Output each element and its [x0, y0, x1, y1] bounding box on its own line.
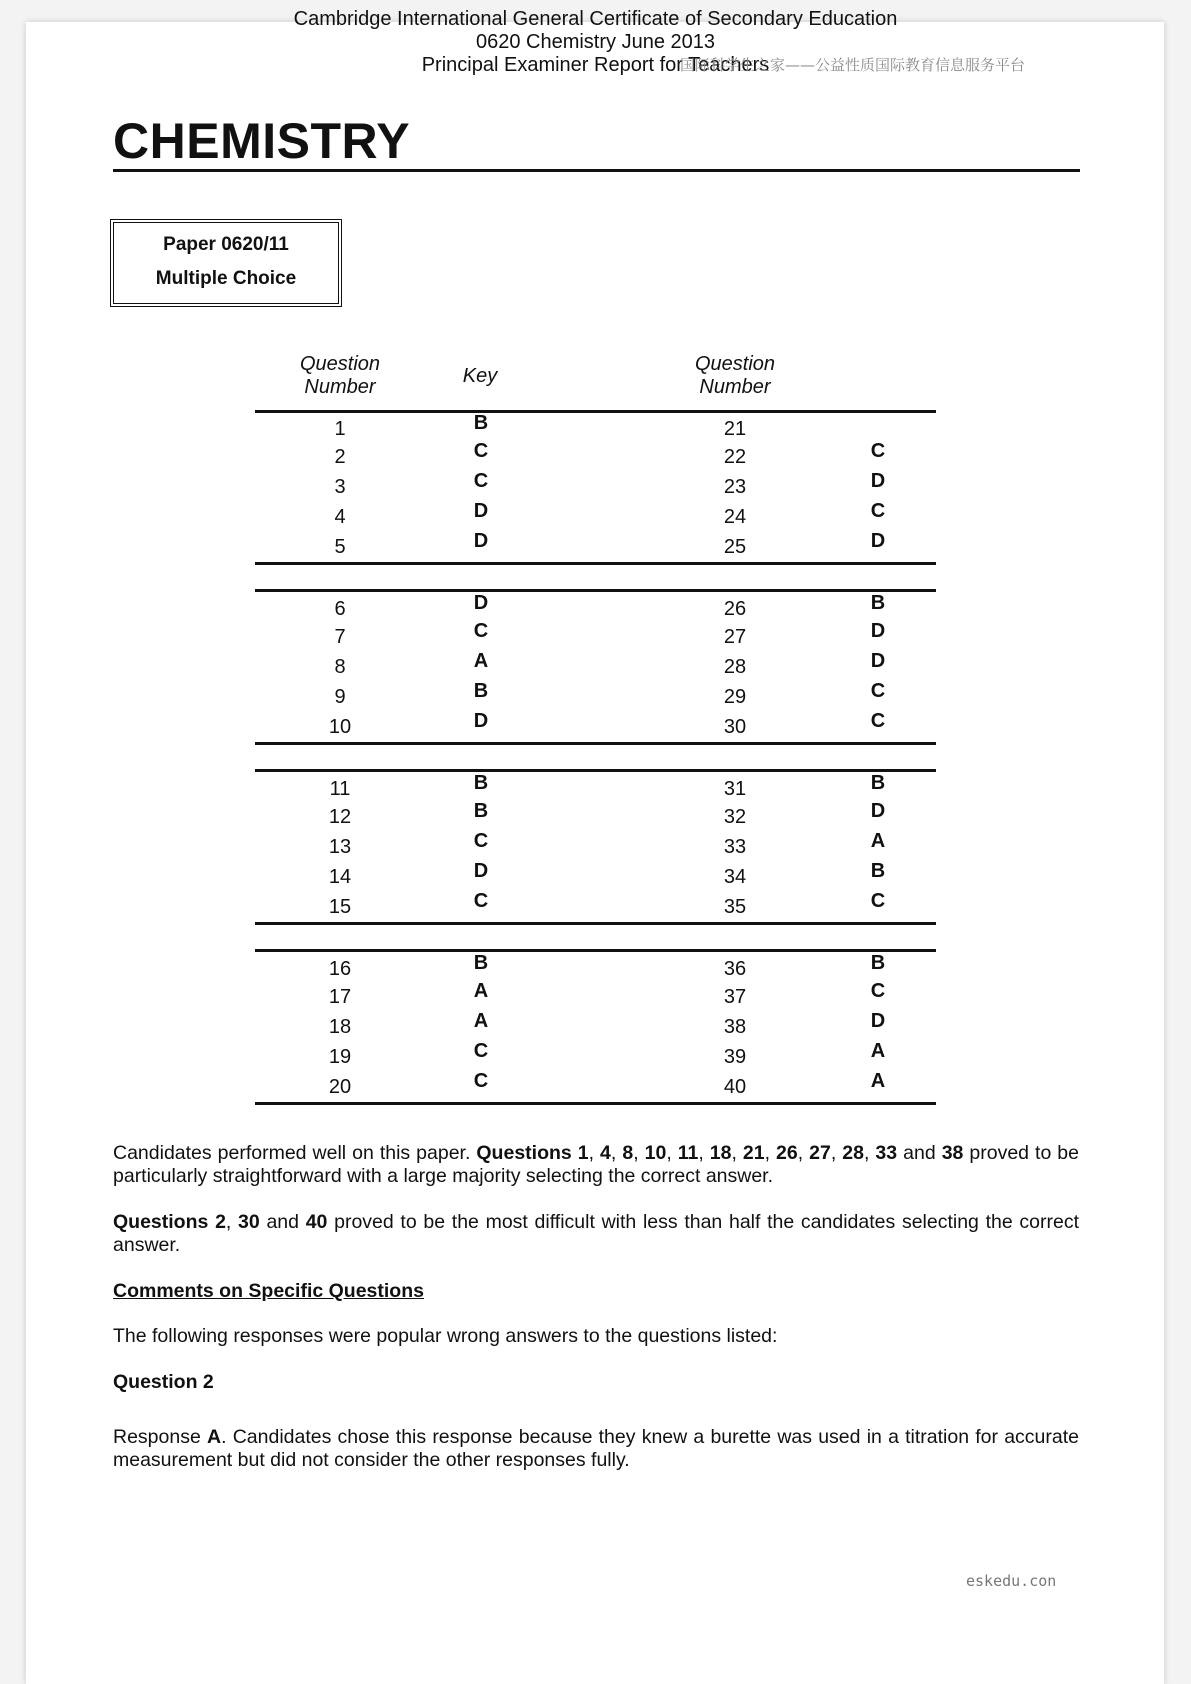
- answer-key-cell: D: [473, 530, 489, 552]
- question-number-cell: 8: [334, 656, 346, 678]
- answer-key-cell: B: [473, 412, 489, 434]
- question-number-cell: 31: [723, 778, 747, 800]
- question-number-cell: 35: [723, 896, 747, 918]
- answer-key-cell: B: [870, 952, 886, 974]
- question-ref: 28: [842, 1142, 864, 1164]
- question-number-cell: 40: [723, 1076, 747, 1098]
- question-ref: 4: [600, 1142, 611, 1164]
- table-rule: [255, 589, 936, 592]
- question-number-cell: 16: [328, 958, 352, 980]
- answer-key-cell: D: [870, 650, 886, 672]
- answer-key-cell: D: [870, 470, 886, 492]
- answer-key-cell: C: [473, 890, 489, 912]
- answer-key-cell: A: [473, 650, 489, 672]
- question-number-cell: 13: [328, 836, 352, 858]
- answer-key-cell: D: [473, 592, 489, 614]
- answer-key-cell: B: [870, 772, 886, 794]
- question-ref: 26: [776, 1142, 798, 1164]
- paragraph-wrong-answers: The following responses were popular wrong answers to the questions listed:: [113, 1325, 778, 1347]
- question-number-cell: 26: [723, 598, 747, 620]
- question-number-cell: 4: [334, 506, 346, 528]
- column-header: Question Number: [694, 353, 776, 398]
- title-rule: [113, 169, 1080, 172]
- answer-key-cell: C: [473, 620, 489, 642]
- question-ref: 2: [215, 1211, 226, 1233]
- answer-key-cell: C: [870, 680, 886, 702]
- header-line-3: Principal Examiner Report for Teachers: [421, 54, 770, 76]
- question-number-cell: 33: [723, 836, 747, 858]
- question-ref: 30: [238, 1211, 260, 1233]
- question-number-cell: 19: [328, 1046, 352, 1068]
- table-rule: [255, 922, 936, 925]
- question-number-cell: 10: [328, 716, 352, 738]
- table-rule: [255, 742, 936, 745]
- question-number-cell: 7: [334, 626, 346, 648]
- p2-questions-word: Questions: [113, 1211, 209, 1233]
- answer-key-cell: D: [870, 620, 886, 642]
- question-number-cell: 27: [723, 626, 747, 648]
- p1-question-list: 1, 4, 8, 10, 11, 18, 21, 26, 27, 28, 33: [577, 1142, 898, 1164]
- p2-last-question: 40: [305, 1211, 328, 1233]
- question-2-heading: Question 2: [113, 1371, 214, 1393]
- table-rule: [255, 562, 936, 565]
- answer-key-cell: C: [473, 440, 489, 462]
- question-number-cell: 14: [328, 866, 352, 888]
- question-ref: 10: [644, 1142, 667, 1164]
- p4-response: A: [207, 1426, 222, 1448]
- table-rule: [255, 1102, 936, 1105]
- paragraph-response: [113, 1426, 1079, 1472]
- answer-key-cell: B: [473, 952, 489, 974]
- answer-key-cell: C: [473, 1040, 489, 1062]
- p1-questions-word: Questions: [476, 1142, 572, 1164]
- answer-key-cell: C: [473, 830, 489, 852]
- answer-key-cell: B: [870, 860, 886, 882]
- answer-key-cell: C: [870, 500, 886, 522]
- question-number-cell: 11: [329, 778, 351, 800]
- paper-box: [110, 219, 342, 307]
- p1-and-word: and: [903, 1142, 936, 1164]
- question-number-cell: 3: [334, 476, 346, 498]
- p1-intro: Candidates performed well on this paper.: [113, 1142, 477, 1164]
- answer-key-cell: B: [870, 592, 886, 614]
- question-number-cell: 9: [334, 686, 346, 708]
- question-number-cell: 25: [723, 536, 747, 558]
- question-ref: 21: [742, 1142, 765, 1164]
- header-line-1: Cambridge International General Certificate of Secondary Education: [293, 8, 898, 30]
- question-ref: 8: [622, 1142, 634, 1164]
- answer-key-cell: C: [473, 1070, 489, 1092]
- p2-rest: proved to be the most difficult with less than half the candidates selecting the correct answer.: [113, 1211, 1080, 1256]
- answer-key-cell: D: [870, 800, 886, 822]
- answer-key-cell: D: [870, 1010, 886, 1032]
- paragraph-performance: [113, 1142, 1079, 1188]
- header-line-2: 0620 Chemistry June 2013: [475, 31, 716, 53]
- answer-key-cell: B: [473, 680, 489, 702]
- footer-site-text: eskedu.con: [966, 1572, 1057, 1590]
- answer-key-cell: D: [473, 710, 489, 732]
- question-number-cell: 1: [334, 418, 346, 440]
- question-number-cell: 32: [723, 806, 747, 828]
- answer-key-cell: C: [870, 980, 886, 1002]
- p4-rest: . Candidates chose this response because they knew a burette was used in a titration for accurate measurement but did not consider the other responses fully.: [113, 1426, 1079, 1471]
- answer-key-cell: D: [473, 500, 489, 522]
- question-number-cell: 22: [723, 446, 747, 468]
- table-rule: [255, 410, 936, 413]
- question-number-cell: 36: [723, 958, 747, 980]
- question-ref: 27: [809, 1142, 831, 1164]
- p4-prefix: Response: [113, 1426, 207, 1448]
- p1-rest: proved to be particularly straightforward with a large majority selecting the correct answer.: [113, 1142, 1079, 1187]
- column-header: Question Number: [299, 353, 381, 398]
- question-ref: 18: [709, 1142, 732, 1164]
- question-number-cell: 21: [723, 418, 747, 440]
- paper-type: Multiple Choice: [155, 268, 297, 289]
- question-ref: 11: [677, 1142, 699, 1164]
- question-number-cell: 5: [334, 536, 346, 558]
- question-number-cell: 39: [723, 1046, 747, 1068]
- question-number-cell: 24: [723, 506, 747, 528]
- question-number-cell: 12: [328, 806, 352, 828]
- question-number-cell: 18: [328, 1016, 352, 1038]
- question-number-cell: 38: [723, 1016, 747, 1038]
- question-ref: 33: [875, 1142, 898, 1164]
- p2-question-list: 2, 30: [215, 1211, 260, 1233]
- table-rule: [255, 949, 936, 952]
- question-number-cell: 2: [334, 446, 346, 468]
- question-number-cell: 6: [334, 598, 346, 620]
- page-title: CHEMISTRY: [113, 113, 411, 169]
- answer-key-cell: A: [870, 830, 886, 852]
- answer-key-cell: C: [473, 470, 489, 492]
- comments-heading: Comments on Specific Questions: [113, 1280, 424, 1302]
- question-number-cell: 17: [328, 986, 352, 1008]
- question-number-cell: 15: [328, 896, 352, 918]
- answer-key-cell: A: [473, 1010, 489, 1032]
- answer-key-cell: A: [870, 1040, 886, 1062]
- table-rule: [255, 769, 936, 772]
- answer-key-cell: B: [473, 800, 489, 822]
- question-number-cell: 28: [723, 656, 747, 678]
- answer-key-cell: A: [870, 1070, 886, 1092]
- p2-and-word: and: [266, 1211, 299, 1233]
- answer-key-cell: C: [870, 710, 886, 732]
- question-number-cell: 37: [723, 986, 747, 1008]
- answer-key-cell: D: [473, 860, 489, 882]
- question-number-cell: 30: [723, 716, 747, 738]
- answer-key-cell: B: [473, 772, 489, 794]
- paper-code: Paper 0620/11: [163, 234, 289, 255]
- question-number-cell: 23: [723, 476, 747, 498]
- paragraph-difficult: [113, 1211, 1079, 1257]
- question-ref: 1: [577, 1142, 589, 1164]
- answer-key-cell: A: [473, 980, 489, 1002]
- answer-key-cell: C: [870, 890, 886, 912]
- column-header: Key: [462, 365, 498, 387]
- question-number-cell: 29: [723, 686, 747, 708]
- question-number-cell: 20: [328, 1076, 352, 1098]
- answer-key-cell: C: [870, 440, 886, 462]
- question-number-cell: 34: [723, 866, 747, 888]
- watermark-text: 国际科学生之家——公益性质国际教育信息服务平台: [680, 56, 1026, 74]
- p1-last-question: 38: [941, 1142, 964, 1164]
- answer-key-cell: D: [870, 530, 886, 552]
